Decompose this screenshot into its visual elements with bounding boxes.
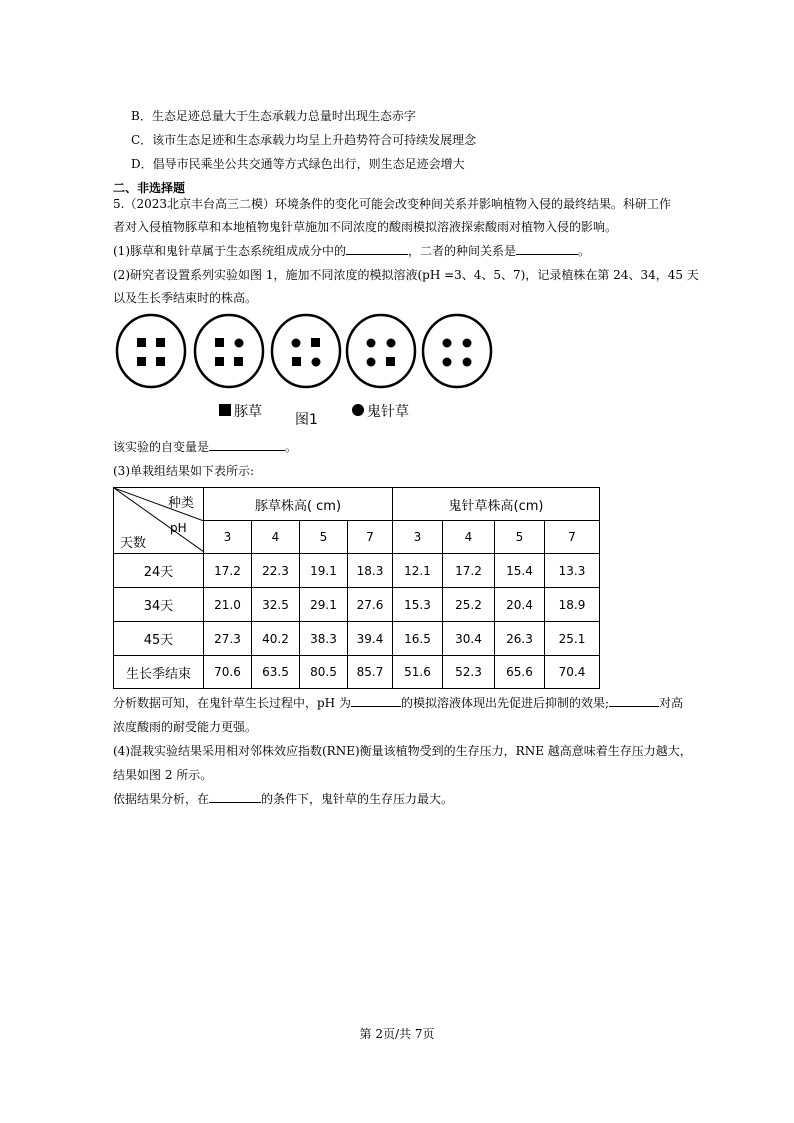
ph-header: 4 xyxy=(443,521,495,554)
table-cell: 27.6 xyxy=(348,588,393,622)
table-cell: 21.0 xyxy=(204,588,252,622)
group-header-ragweed: 豚草株高( cm) xyxy=(204,488,393,521)
analysis-text-a: 分析数据可知，在鬼针草生长过程中，pH 为 xyxy=(113,696,351,710)
table-row xyxy=(114,656,600,689)
conclusion-text-a: 依据结果分析，在 xyxy=(113,792,210,806)
table-cell: 65.6 xyxy=(495,656,545,689)
table-cell: 17.2 xyxy=(204,554,252,588)
table-cell: 25.2 xyxy=(443,588,495,622)
ragweed-marker xyxy=(156,357,165,366)
q5-part3: (3)单栽组结果如下表所示: xyxy=(113,464,255,478)
table-cell: 16.5 xyxy=(393,622,443,656)
analysis-line1 xyxy=(113,695,683,711)
pot-2 xyxy=(195,315,263,387)
corner-days-label: 天数 xyxy=(120,536,147,551)
conclusion-line xyxy=(113,791,453,807)
q5-part1 xyxy=(113,243,590,259)
analysis-line2: 浓度酸雨的耐受能力更强。 xyxy=(113,720,258,734)
table-cell: 13.3 xyxy=(545,554,600,588)
q5-part2-line1: (2)研究者设置系列实验如图 1，施加不同浓度的模拟溶液(pH =3、4、5、7)，记录植株在第 24、34，45 天 xyxy=(113,268,699,282)
row-label: 24天 xyxy=(114,554,204,588)
answer-blank-plant[interactable] xyxy=(609,695,659,707)
q5-part2-line2: 以及生长季结束时的株高。 xyxy=(113,291,258,305)
table-cell: 52.3 xyxy=(443,656,495,689)
table-row xyxy=(114,622,600,656)
table-cell: 80.5 xyxy=(300,656,348,689)
bidens-marker xyxy=(387,339,396,348)
ph-header: 7 xyxy=(348,521,393,554)
q5-part4-line2: 结果如图 2 所示。 xyxy=(113,768,213,782)
ragweed-marker xyxy=(311,338,320,347)
table-cell: 12.1 xyxy=(393,554,443,588)
conclusion-text-b: 的条件下，鬼针草的生存压力最大。 xyxy=(261,792,454,806)
table-cell: 30.4 xyxy=(443,622,495,656)
independent-variable-line xyxy=(113,439,297,455)
ragweed-marker xyxy=(137,357,146,366)
table-corner-cell xyxy=(114,488,204,554)
ragweed-marker xyxy=(215,357,224,366)
ragweed-marker xyxy=(156,338,165,347)
bidens-marker xyxy=(463,339,472,348)
table-cell: 25.1 xyxy=(545,622,600,656)
table-row xyxy=(114,554,600,588)
option-d: D．倡导市民乘坐公共交通等方式绿色出行，则生态足迹会增大 xyxy=(131,157,465,171)
table-cell: 15.4 xyxy=(495,554,545,588)
table-cell: 85.7 xyxy=(348,656,393,689)
part1-text-b: ，二者的种间关系是 xyxy=(408,244,517,258)
pot-3 xyxy=(272,315,340,387)
table-cell: 39.4 xyxy=(348,622,393,656)
bidens-marker xyxy=(367,358,376,367)
row-label: 生长季结束 xyxy=(114,656,204,689)
ragweed-marker xyxy=(386,357,395,366)
legend-square-icon xyxy=(219,404,231,416)
legend-circle-icon xyxy=(352,404,364,416)
corner-ph-label: pH xyxy=(170,521,187,535)
corner-species-label: 种类 xyxy=(168,496,195,511)
answer-blank-condition[interactable] xyxy=(209,791,261,803)
table-cell: 29.1 xyxy=(300,588,348,622)
pot-1 xyxy=(117,315,185,387)
table-cell: 22.3 xyxy=(252,554,300,588)
bidens-marker xyxy=(292,339,301,348)
q5-intro-line2: 者对入侵植物豚草和本地植物鬼针草施加不同浓度的酸雨模拟溶液探索酸雨对植物入侵的影响。 xyxy=(113,220,618,234)
ph-header: 4 xyxy=(252,521,300,554)
row-label: 45天 xyxy=(114,622,204,656)
table-cell: 63.5 xyxy=(252,656,300,689)
part1-text-c: 。 xyxy=(578,244,591,258)
ph-header: 5 xyxy=(300,521,348,554)
table-row xyxy=(114,588,600,622)
legend-bidens-label: 鬼针草 xyxy=(367,404,409,420)
height-table xyxy=(113,487,600,689)
bidens-marker xyxy=(443,358,452,367)
ph-header: 3 xyxy=(204,521,252,554)
ragweed-marker xyxy=(292,357,301,366)
ragweed-marker xyxy=(215,338,224,347)
answer-blank-relationship[interactable] xyxy=(516,243,578,255)
table-cell: 32.5 xyxy=(252,588,300,622)
table-cell: 27.3 xyxy=(204,622,252,656)
bidens-marker xyxy=(235,339,244,348)
figure-1 xyxy=(105,313,505,428)
pot-4 xyxy=(347,315,415,387)
table-cell: 18.3 xyxy=(348,554,393,588)
table-cell: 70.6 xyxy=(204,656,252,689)
table-cell: 70.4 xyxy=(545,656,600,689)
ph-header: 3 xyxy=(393,521,443,554)
table-cell: 51.6 xyxy=(393,656,443,689)
option-b: B．生态足迹总量大于生态承载力总量时出现生态赤字 xyxy=(131,109,416,123)
ragweed-marker xyxy=(234,357,243,366)
ph-header: 5 xyxy=(495,521,545,554)
table-cell: 19.1 xyxy=(300,554,348,588)
q5-intro-line1: 5.（2023北京丰台高三二模）环境条件的变化可能会改变种间关系并影响植物入侵的最终结果。科研工作 xyxy=(113,197,671,211)
legend-ragweed-label: 豚草 xyxy=(234,404,262,420)
pot-5 xyxy=(423,315,491,387)
figure-1-caption: 图1 xyxy=(295,412,318,428)
part1-text-a: (1)豚草和鬼针草属于生态系统组成成分中的 xyxy=(113,244,346,258)
table-cell: 40.2 xyxy=(252,622,300,656)
analysis-text-b: 的模拟溶液体现出先促进后抑制的效果; xyxy=(400,696,610,710)
option-c: C．该市生态足迹和生态承载力均呈上升趋势符合可持续发展理念 xyxy=(131,133,477,147)
bidens-marker xyxy=(463,358,472,367)
table-cell: 15.3 xyxy=(393,588,443,622)
section-title: 二、非选择题 xyxy=(113,181,186,195)
table-cell: 18.9 xyxy=(545,588,600,622)
answer-blank-variable[interactable] xyxy=(209,439,285,451)
bidens-marker xyxy=(312,358,321,367)
q5-part4-line1: (4)混栽实验结果采用相对邻株效应指数(RNE)衡量该植物受到的生存压力，RNE 越高意味着生存压力越大， xyxy=(113,744,692,758)
var-text-b: 。 xyxy=(285,440,298,454)
table-cell: 26.3 xyxy=(495,622,545,656)
answer-blank-component[interactable] xyxy=(346,243,408,255)
ph-header: 7 xyxy=(545,521,600,554)
table-cell: 17.2 xyxy=(443,554,495,588)
table-cell: 38.3 xyxy=(300,622,348,656)
var-text-a: 该实验的自变量是 xyxy=(113,440,210,454)
analysis-text-c: 对高 xyxy=(659,696,684,710)
bidens-marker xyxy=(367,339,376,348)
table-cell: 20.4 xyxy=(495,588,545,622)
page-footer: 第 2页/共 7页 xyxy=(359,1027,435,1041)
answer-blank-ph[interactable] xyxy=(351,695,401,707)
ragweed-marker xyxy=(137,338,146,347)
group-header-bidens: 鬼针草株高(cm) xyxy=(393,488,600,521)
row-label: 34天 xyxy=(114,588,204,622)
bidens-marker xyxy=(443,339,452,348)
